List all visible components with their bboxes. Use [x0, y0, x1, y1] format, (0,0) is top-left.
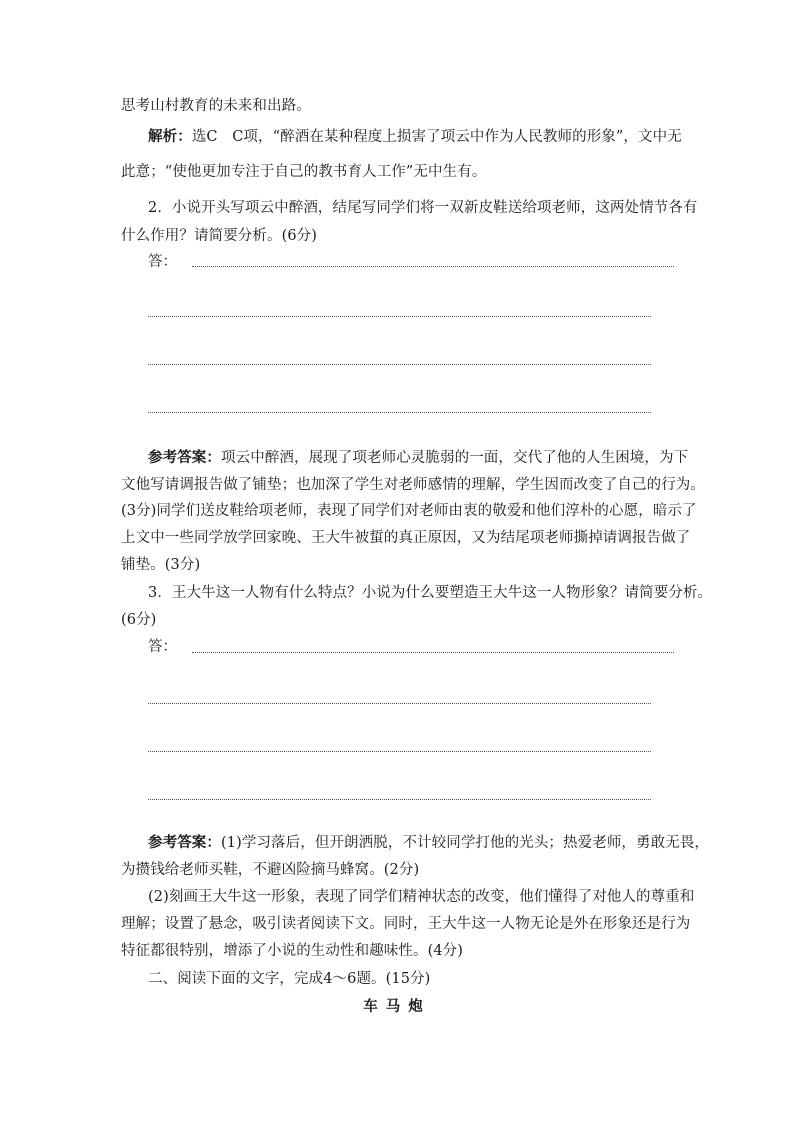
text-line: 此意；“使他更加专注于自己的教书育人工作”无中生有。 — [121, 164, 487, 180]
reference-answer-text: 项云中醉酒，展现了项老师心灵脆弱的一面，交代了他的人生困境，为下 — [221, 450, 689, 466]
text-line: 铺垫。(3分) — [121, 557, 201, 573]
reference-answer-label: 参考答案： — [148, 834, 221, 851]
text-line: (3分)同学们送皮鞋给项老师，表现了同学们对老师由衷的敬爱和他们淳朴的心愿，暗示了 — [121, 503, 697, 519]
question-3-line2: (6分) — [121, 612, 157, 628]
answer-label: 答： — [148, 639, 177, 655]
answer-line[interactable] — [148, 412, 651, 413]
text-line: 理解；设置了悬念，吸引读者阅读下文。同时，王大牛这一人物无论是外在形象还是行为 — [121, 916, 691, 932]
answer-line[interactable] — [148, 703, 651, 704]
text-line: 特征都很特别，增添了小说的生动性和趣味性。(4分) — [121, 943, 464, 959]
answer-line[interactable] — [148, 799, 651, 800]
text-line: 上文中一些同学放学回家晚、王大牛被蜇的真正原因，又为结尾项老师撕掉请调报告做了 — [121, 530, 691, 546]
reference-answer-text: (1)学习落后，但开朗洒脱，不计较同学打他的光头；热爱老师，勇敢无畏， — [221, 835, 710, 851]
question-2-line1: 2．小说开头写项云中醉酒，结尾写同学们将一双新皮鞋送给项老师，这两处情节各有 — [148, 200, 698, 216]
answer-line[interactable] — [192, 652, 674, 653]
answer-line[interactable] — [148, 751, 651, 752]
answer-line[interactable] — [148, 316, 651, 317]
text-line: 思考山村教育的未来和出路。 — [121, 98, 311, 114]
text-line: 文他写请调报告做了铺垫；也加深了学生对老师感情的理解，学生因而改变了自己的行为。 — [121, 477, 705, 493]
analysis-line — [148, 127, 681, 147]
question-2-line2: 什么作用？请简要分析。(6分) — [121, 228, 318, 244]
answer-line[interactable] — [148, 364, 651, 365]
section-heading: 二、阅读下面的文字，完成4～6题。(15分) — [148, 971, 431, 987]
analysis-text: 选C C项，“醉酒在某种程度上损害了项云中作为人民教师的形象”，文中无 — [191, 129, 682, 145]
answer-line[interactable] — [192, 266, 674, 267]
answer-label: 答： — [148, 254, 177, 270]
text-line: 为攒钱给老师买鞋，不避凶险摘马蜂窝。(2分) — [121, 862, 420, 878]
passage-title: 车马炮 — [363, 998, 431, 1015]
text-line: (2)刻画王大牛这一形象，表现了同学们精神状态的改变，他们懂得了对他人的尊重和 — [148, 889, 695, 905]
reference-answer-line — [148, 833, 710, 853]
reference-answer-line — [148, 448, 689, 468]
analysis-label: 解析： — [148, 128, 192, 145]
question-3-line1: 3．王大牛这一人物有什么特点？小说为什么要塑造王大牛这一人物形象？请简要分析。 — [148, 585, 713, 601]
reference-answer-label: 参考答案： — [148, 449, 221, 466]
